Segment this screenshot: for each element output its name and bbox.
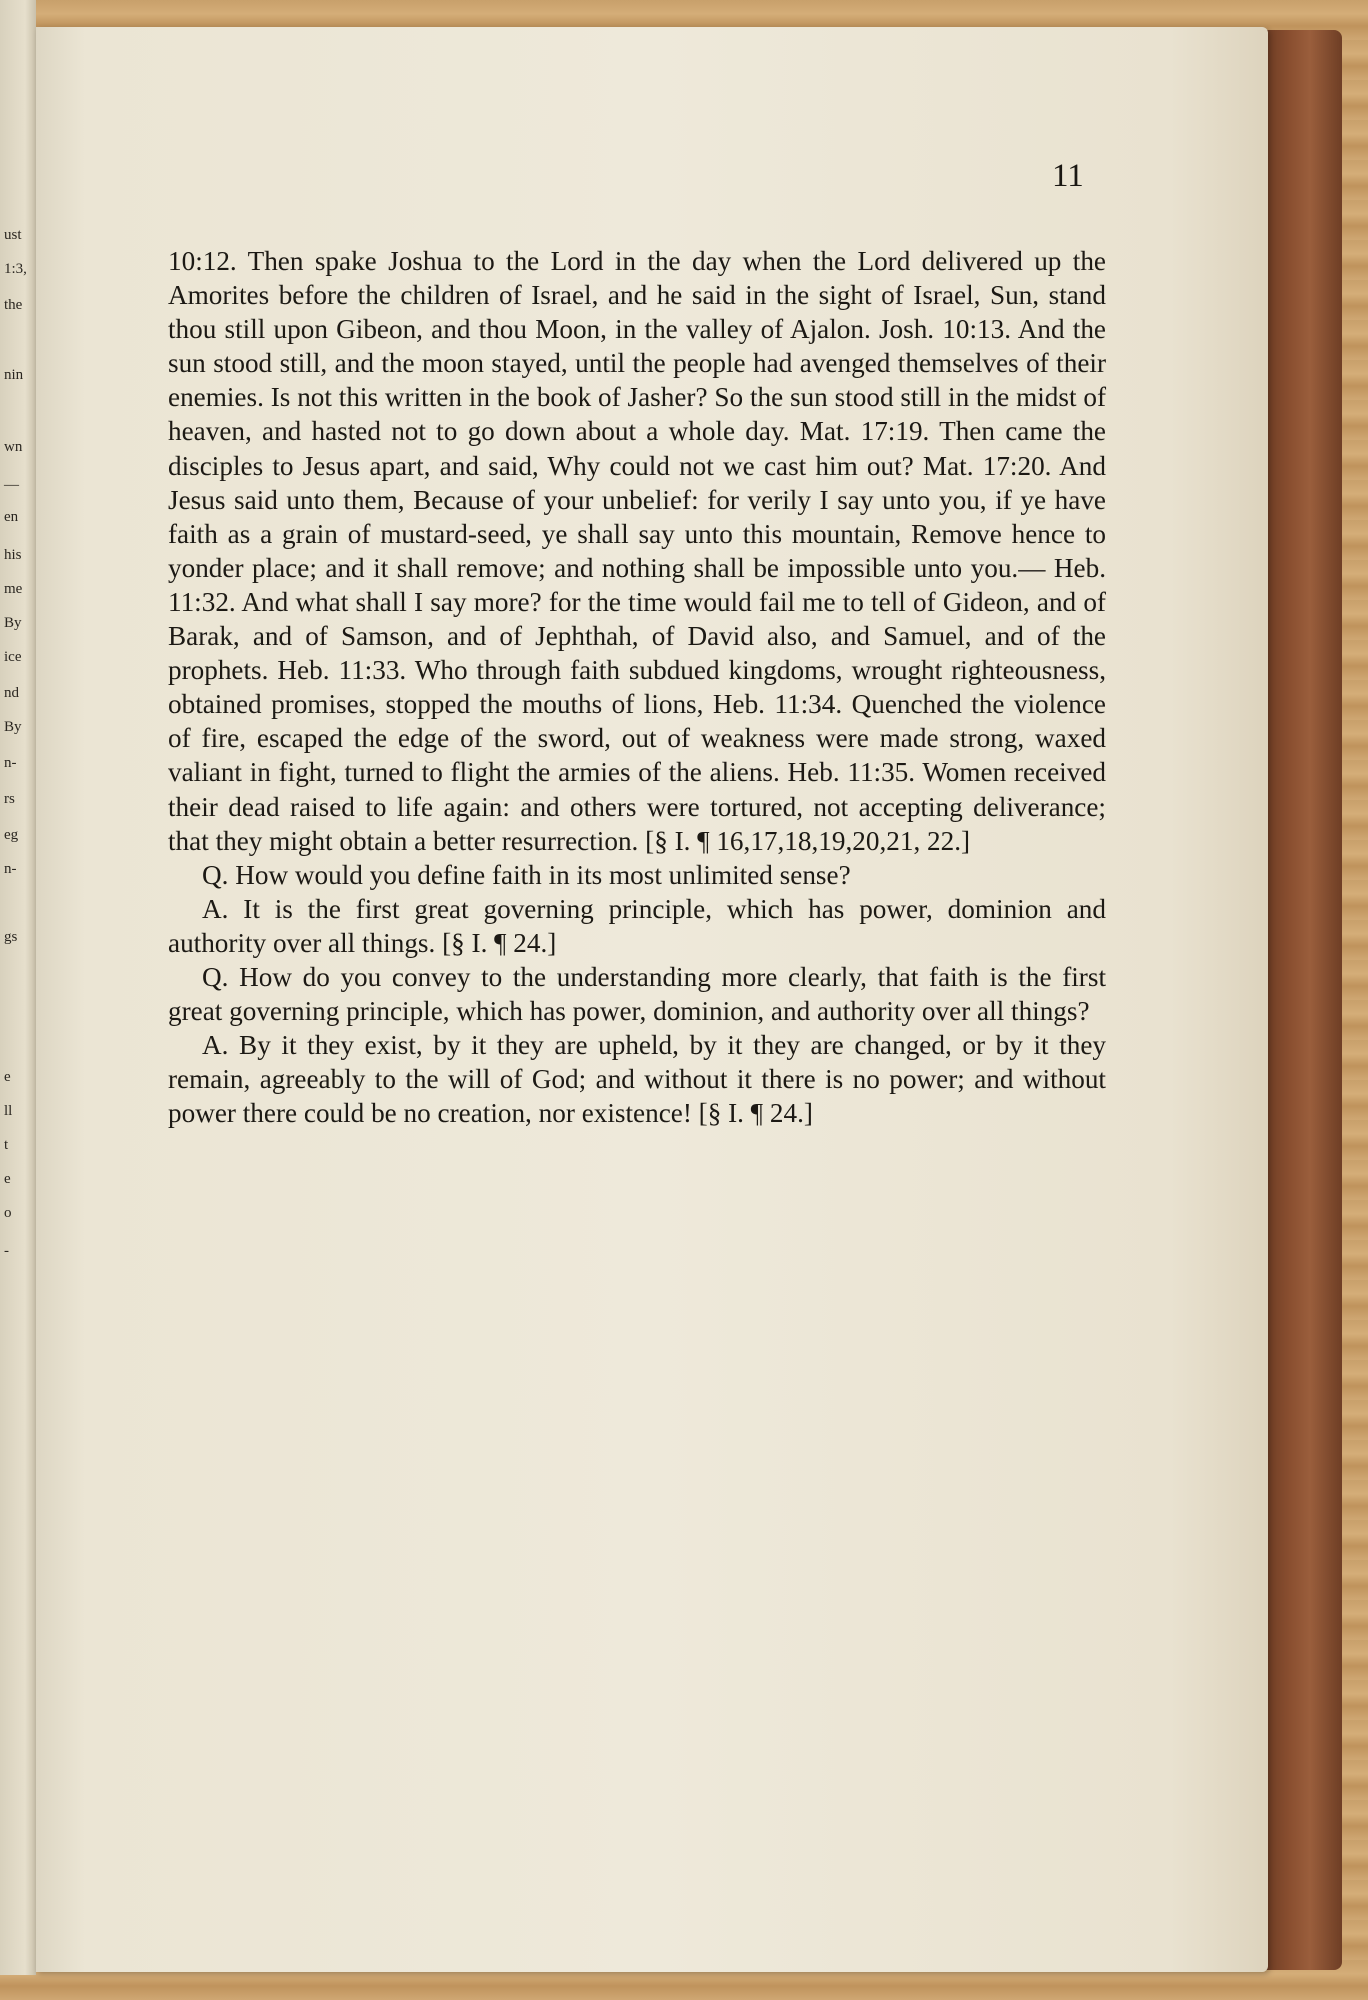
edge-fragment: t [4,1137,9,1153]
edge-fragment: — [4,477,19,493]
page-text [168,244,1106,1130]
question-paragraph: Q. How do you convey to the understanding more clearly, that faith is the first great governing principle, which has power, dominion, and authority over all things? [168,961,1106,1027]
edge-fragment: nin [4,367,24,383]
scripture-paragraph: 10:12. Then spake Joshua to the Lord in the day when the Lord delivered up the Amorites before the children of Israel, and he said in the sight of Israel, Sun, stand thou still upon Gibeon, and thou Moon, in the valley of Ajalon. Josh. 10:13. And the sun stood still, and the moon stayed, until the people had avenged themselves of their enemies. Is not this written in the book of Jasher? So the sun stood still in the midst of heaven, and hasted not to go down about a whole day. Mat. 17:19. Then came the disciples to Jesus apart, and said, Why could not we cast him out? Mat. 17:20. And Jesus said unto them, Because of your unbelief: for verily I say unto you, if ye have faith as a grain of mustard-seed, ye shall say unto this mountain, Remove hence to yonder place; and it shall remove; and nothing shall be impossible unto you.— Heb. 11:32. And what shall I say more? for the time would fail me to tell of Gideon, and of Barak, and of Samson, and of Jephthah, of David also, and Samuel, and of the prophets. Heb. 11:33. Who through faith subdued kingdoms, wrought righteousness, obtained promises, stopped the mouths of lions, Heb. 11:34. Quenched the violence of fire, escaped the edge of the sword, out of weakness were made strong, waxed valiant in fight, turned to flight the armies of the aliens. Heb. 11:35. Women received their dead raised to life again: and others were tortured, not accepting deliverance; that they might obtain a better resurrection. [§ I. ¶ 16,17,18,19,20,21, 22.] [168,246,1106,856]
page-number: 11 [1052,158,1084,194]
edge-fragment: his [4,547,22,563]
edge-fragment: e [4,1069,11,1085]
edge-fragment: ll [4,1103,13,1119]
answer-paragraph: A. By it they exist, by it they are upheld, by it they are changed, or by it they remain, agreeably to the will of God; and without it there is no power; and without power there could be no creation, nor existence! [§ I. ¶ 24.] [168,1030,1106,1129]
edge-fragment: n- [4,861,17,877]
edge-fragment: nd [4,685,19,701]
previous-page-edge [0,0,36,1975]
edge-fragment: - [4,1243,9,1259]
edge-fragment: the [4,297,23,313]
edge-fragment: By [4,719,22,735]
edge-fragment: e [4,1171,11,1187]
edge-fragment: ust [4,227,22,243]
book-cover-edge [1262,30,1342,1970]
edge-fragment: en [4,509,19,525]
edge-fragment: By [4,615,22,631]
edge-fragment: gs [4,929,18,945]
question-paragraph: Q. How would you define faith in its most unlimited sense? [202,859,851,890]
edge-fragment: 1:3, [4,261,27,277]
answer-paragraph: A. It is the first great governing principle, which has power, dominion and authority over all things. [§ I. ¶ 24.] [168,893,1106,958]
edge-fragment: eg [4,827,19,843]
edge-fragment: wn [4,439,23,455]
edge-fragment: n- [4,755,17,771]
edge-fragment: o [4,1205,12,1221]
edge-fragment: rs [4,791,15,807]
edge-fragment: me [4,581,23,597]
edge-fragment: ice [4,649,22,665]
